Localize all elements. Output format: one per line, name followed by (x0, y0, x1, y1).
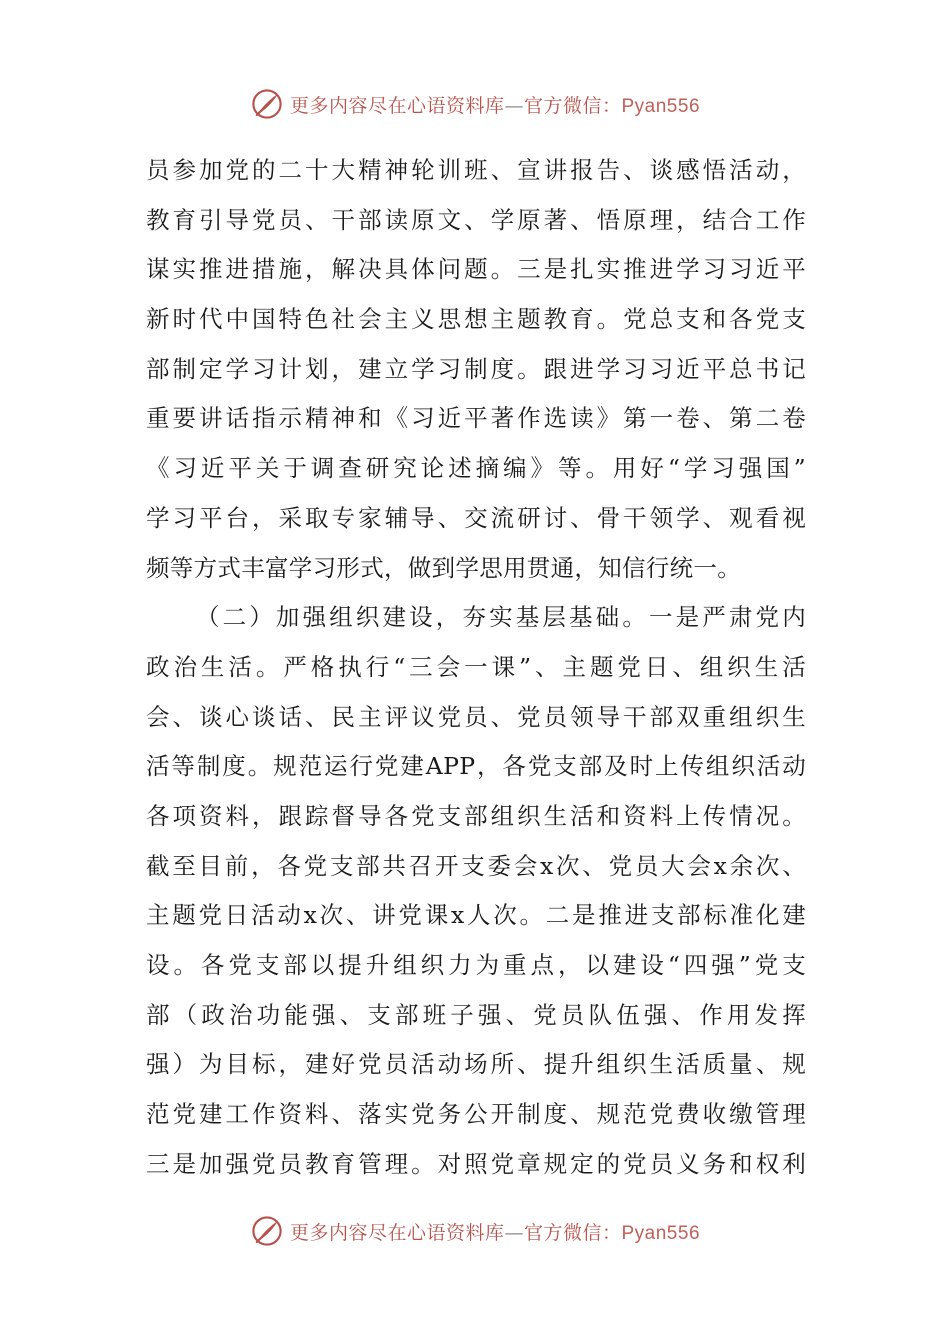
footer-watermark (0, 1211, 950, 1251)
watermark-text: 更多内容尽在心语资料库—官方微信：Pyan556 (289, 1221, 701, 1244)
watermark-text: 更多内容尽在心语资料库—官方微信：Pyan556 (289, 94, 701, 117)
text-line: 部制定学习计划，建立学习制度。跟进学习习近平总书记 (146, 354, 806, 383)
text-line: 各项资料，跟踪督导各党支部组织生活和资料上传情况。 (146, 801, 806, 830)
text-line: 新时代中国特色社会主义思想主题教育。党总支和各党支 (146, 305, 806, 334)
text-line: 教育引导党员、干部读原文、学原著、悟原理，结合工作 (146, 205, 806, 234)
document-body (146, 146, 806, 1189)
text-line: 会、谈心谈话、民主评议党员、党员领导干部双重组织生 (146, 702, 806, 731)
text-line: 学习平台，采取专家辅导、交流研讨、骨干领学、观看视 (146, 503, 806, 532)
text-line: 主题党日活动x次、讲党课x人次。二是推进支部标准化建 (146, 901, 806, 930)
text-line: 强）为目标，建好党员活动场所、提升组织生活质量、规 (146, 1050, 806, 1079)
text-line: 《习近平关于调查研究论述摘编》等。用好“学习强国” (146, 454, 806, 483)
text-line: 设。各党支部以提升组织力为重点，以建设“四强”党支 (146, 951, 806, 979)
text-line: 员参加党的二十大精神轮训班、宣讲报告、谈感悟活动， (146, 156, 806, 184)
quill-logo-icon (250, 1214, 284, 1248)
text-line: 部（政治功能强、支部班子强、党员队伍强、作用发挥 (146, 1000, 806, 1029)
text-line: 重要讲话指示精神和《习近平著作选读》第一卷、第二卷 (146, 404, 806, 433)
text-line: 截至目前，各党支部共召开支委会x次、党员大会x余次、 (146, 851, 806, 880)
text-line: 范党建工作资料、落实党务公开制度、规范党费收缴管理 (146, 1100, 806, 1129)
quill-logo-icon (250, 87, 284, 121)
header-watermark (0, 84, 950, 124)
section-heading-line: （二）加强组织建设，夯实基层基础。一是严肃党内 (196, 603, 806, 632)
text-line: 活等制度。规范运行党建APP，各党支部及时上传组织活动 (146, 752, 806, 781)
text-line: 政治生活。严格执行“三会一课”、主题党日、组织生活 (146, 652, 806, 681)
text-line: 三是加强党员教育管理。对照党章规定的党员义务和权利 (146, 1149, 806, 1178)
text-line: 频等方式丰富学习形式，做到学思用贯通，知信行统一。 (146, 553, 741, 582)
text-line: 谋实推进措施，解决具体问题。三是扎实推进学习习近平 (146, 255, 806, 284)
